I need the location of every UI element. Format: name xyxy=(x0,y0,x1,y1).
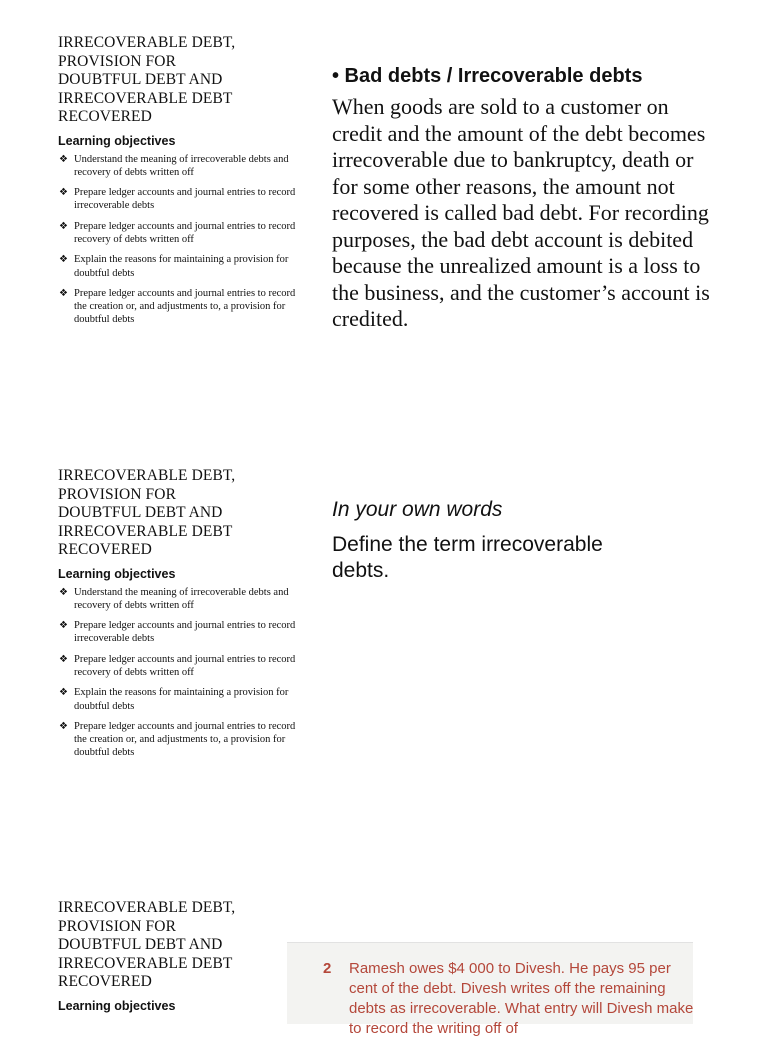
objective-text: Explain the reasons for maintaining a provision for doubtful debts xyxy=(74,254,289,279)
diamond-bullet-icon: ❖ xyxy=(59,620,68,632)
objective-text: Understand the meaning of irrecoverable debts and recovery of debts written off xyxy=(74,153,289,178)
slide-1 xyxy=(0,0,768,430)
title-line: IRRECOVERABLE DEBT, xyxy=(58,467,236,484)
slide-2 xyxy=(0,430,768,860)
learning-objectives-heading: Learning objectives xyxy=(58,998,176,1013)
objective-item xyxy=(58,619,298,646)
image-top-bar xyxy=(287,928,693,943)
question-text: Ramesh owes $4 000 to Divesh. He pays 95 per cent of the debt. Divesh writes off the remaining debts as irrecoverable. What entry will Divesh make to record the writing off of xyxy=(349,960,694,1037)
slide-3-left-panel xyxy=(58,899,298,1018)
title-line: IRRECOVERABLE DEBT xyxy=(58,522,233,540)
slide-2-content xyxy=(332,498,722,584)
title-line: PROVISION FOR xyxy=(58,52,177,70)
title-line: DOUBTFUL DEBT AND xyxy=(58,71,223,88)
diamond-bullet-icon: ❖ xyxy=(59,153,68,165)
bad-debts-definition: When goods are sold to a customer on credit and the amount of the debt becomes irrecoverable due to bankruptcy, death or for some other reasons, the amount not recovered is called bad debt. For recording purposes, the bad debt account is debited because the unrealized amount is a loss to the business, and the customer’s account is credited. xyxy=(332,94,710,331)
diamond-bullet-icon: ❖ xyxy=(59,220,68,232)
objectives-list xyxy=(58,153,298,327)
diamond-bullet-icon: ❖ xyxy=(59,187,68,199)
title-line: RECOVERED xyxy=(58,108,152,125)
define-prompt: Define the term irrecoverable debts. xyxy=(332,533,603,582)
objective-text: Prepare ledger accounts and journal entries to record the creation or, and adjustments to, a provision for doubtful debts xyxy=(74,720,296,759)
objectives-list xyxy=(58,586,298,760)
diamond-bullet-icon: ❖ xyxy=(59,586,68,598)
diamond-bullet-icon: ❖ xyxy=(59,653,68,665)
slide-2-title xyxy=(58,467,298,560)
slide-1-title xyxy=(58,34,298,127)
diamond-bullet-icon: ❖ xyxy=(59,720,68,732)
objective-text: Prepare ledger accounts and journal entries to record irrecoverable debts xyxy=(74,187,296,212)
slide-3-title xyxy=(58,899,298,992)
objective-text: Prepare ledger accounts and journal entries to record recovery of debts written off xyxy=(74,653,296,678)
objective-item xyxy=(58,220,298,247)
diamond-bullet-icon: ❖ xyxy=(59,287,68,299)
title-line: DOUBTFUL DEBT AND xyxy=(58,936,223,953)
title-line: IRRECOVERABLE DEBT xyxy=(58,89,233,107)
objective-item xyxy=(58,720,298,760)
objective-item xyxy=(58,586,298,613)
diamond-bullet-icon: ❖ xyxy=(59,254,68,266)
objective-text: Prepare ledger accounts and journal entries to record the creation or, and adjustments to, a provision for doubtful debts xyxy=(74,287,296,326)
objective-text: Prepare ledger accounts and journal entries to record recovery of debts written off xyxy=(74,220,296,245)
objective-item xyxy=(58,287,298,327)
objective-item xyxy=(58,686,298,713)
title-line: PROVISION FOR xyxy=(58,917,177,935)
title-line: DOUBTFUL DEBT AND xyxy=(58,504,223,521)
diamond-bullet-icon: ❖ xyxy=(59,687,68,699)
bad-debts-heading: • Bad debts / Irrecoverable debts xyxy=(332,65,643,87)
title-line: IRRECOVERABLE DEBT, xyxy=(58,899,236,916)
learning-objectives-heading: Learning objectives xyxy=(58,566,176,581)
title-line: RECOVERED xyxy=(58,541,152,558)
objective-item xyxy=(58,653,298,680)
textbook-question-image xyxy=(287,928,694,1037)
objective-text: Prepare ledger accounts and journal entries to record irrecoverable debts xyxy=(74,620,296,645)
slide-2-left-panel xyxy=(58,467,298,767)
own-words-heading: In your own words xyxy=(332,498,503,521)
objective-text: Explain the reasons for maintaining a provision for doubtful debts xyxy=(74,687,289,712)
learning-objectives-heading: Learning objectives xyxy=(58,133,176,148)
objective-item xyxy=(58,253,298,280)
question-number: 2 xyxy=(323,960,332,977)
objective-text: Understand the meaning of irrecoverable debts and recovery of debts written off xyxy=(74,586,289,611)
slide-1-left-panel xyxy=(58,34,298,334)
title-line: IRRECOVERABLE DEBT xyxy=(58,954,233,972)
title-line: RECOVERED xyxy=(58,973,152,990)
objective-item xyxy=(58,186,298,213)
title-line: PROVISION FOR xyxy=(58,485,177,503)
slide-1-content xyxy=(332,65,722,333)
objective-item xyxy=(58,153,298,180)
title-line: IRRECOVERABLE DEBT, xyxy=(58,34,236,51)
